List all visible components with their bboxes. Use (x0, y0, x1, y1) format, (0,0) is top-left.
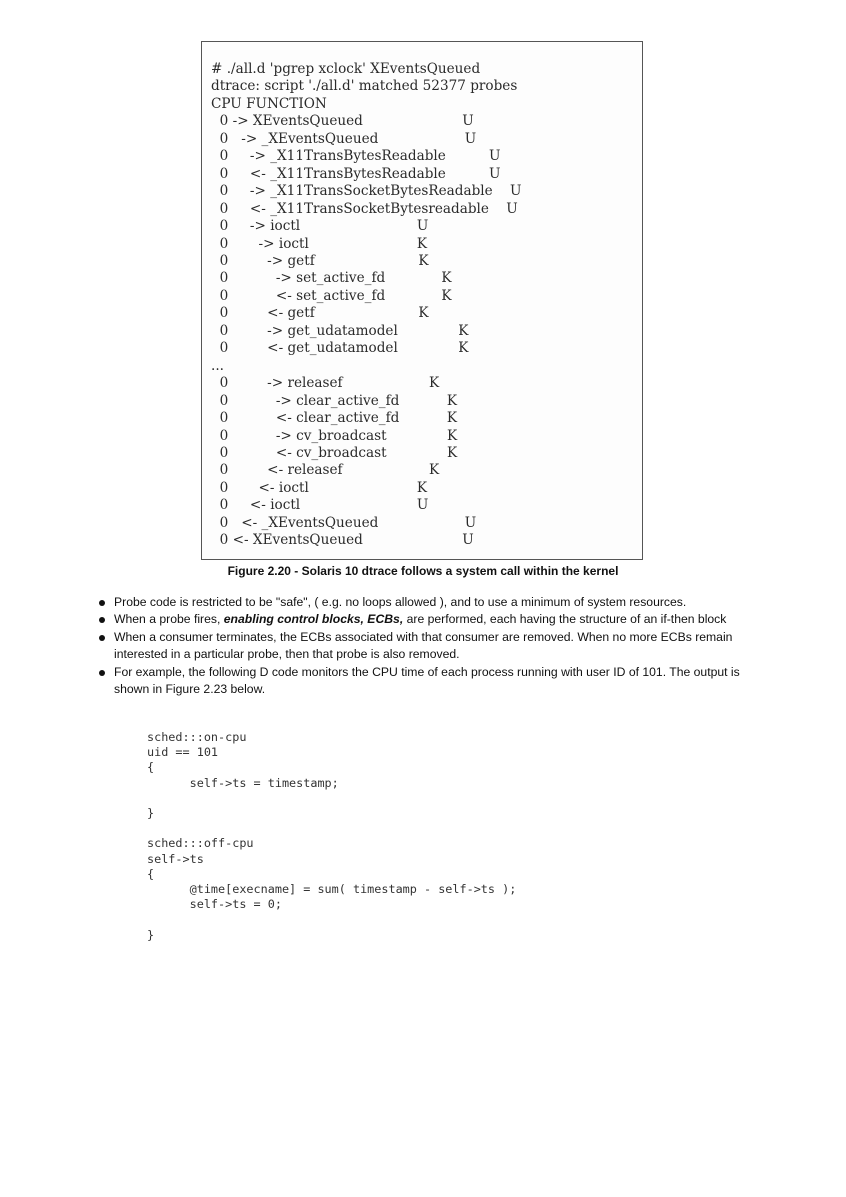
text-line: 0 <- XEventsQueued U (211, 532, 474, 549)
text-line: 0 -> _XEventsQueued U (211, 130, 477, 147)
text-line: sched:::off-cpu (147, 836, 254, 851)
text-line: sched:::on-cpu (147, 730, 247, 744)
text-line: uid == 101 (147, 745, 219, 760)
text-line: 0 <- getf K (211, 305, 429, 322)
bullet-text: For example, the following D code monitors the CPU time of each process running with user ID of 101. The output is shown in Figure 2.23 below. (114, 664, 740, 697)
text-line: 0 <- get_udatamodel K (211, 340, 469, 357)
text-line: self->ts = 0; (147, 897, 282, 912)
bullet-text: When a probe fires, (114, 612, 224, 627)
text-line: 0 -> _X11TransSocketBytesReadable U (211, 183, 522, 200)
text-line: 0 -> getf K (211, 252, 429, 269)
text-line: 0 -> ioctl K (211, 235, 427, 252)
text-line: self->ts = timestamp; (147, 775, 339, 790)
figure-terminal-output (201, 41, 643, 560)
text-line: 0 <- releasef K (211, 462, 440, 479)
text-line: 0 <- _X11TransBytesReadable U (211, 165, 501, 182)
text-line: 0 <- _XEventsQueued U (211, 514, 477, 531)
text-line: ... (211, 357, 224, 374)
text-line: } (147, 806, 155, 821)
list-item (98, 664, 748, 699)
emphasis-text: enabling control blocks, ECBs, (223, 612, 404, 627)
text-line: 0 -> cv_broadcast K (211, 427, 458, 444)
text-line: { (147, 760, 155, 775)
text-line: @time[execname] = sum( timestamp - self->ts ); (147, 882, 517, 897)
text-line: CPU FUNCTION (211, 95, 327, 112)
text-line: 0 -> releasef K (211, 375, 440, 392)
bullet-text: Probe code is restricted to be "safe", ( e.g. no loops allowed ), and to use a minimum of system resources. (114, 595, 687, 609)
text-line: dtrace: script './all.d' matched 52377 probes (211, 78, 518, 95)
text-line: 0 <- ioctl K (211, 479, 427, 496)
text-line: # ./all.d 'pgrep xclock' XEventsQueued (211, 61, 481, 77)
list-item (98, 594, 748, 611)
text-line: 0 <- cv_broadcast K (211, 444, 458, 461)
text-line: } (147, 927, 155, 942)
text-line: 0 -> clear_active_fd K (211, 392, 458, 409)
list-item (98, 629, 748, 664)
bullet-text: are performed, each having the structure of an if-then block (403, 612, 727, 627)
dtrace-output-text (211, 61, 521, 550)
text-line: { (147, 866, 155, 881)
text-line: 0 <- ioctl U (211, 497, 429, 514)
text-line: 0 -> set_active_fd K (211, 270, 452, 287)
figure-caption: Figure 2.20 - Solaris 10 dtrace follows a system call within the kernel (227, 564, 619, 578)
text-line: 0 <- clear_active_fd K (211, 410, 458, 427)
list-item (98, 611, 748, 628)
text-line: 0 -> ioctl U (211, 218, 429, 235)
text-line: self->ts (147, 851, 204, 866)
bullet-list (98, 594, 748, 698)
text-line: 0 <- _X11TransSocketBytesreadable U (211, 200, 518, 217)
text-line: 0 -> XEventsQueued U (211, 113, 474, 130)
text-line: 0 <- set_active_fd K (211, 287, 452, 304)
text-line: 0 -> _X11TransBytesReadable U (211, 148, 501, 165)
d-code-block (147, 730, 516, 943)
text-line: 0 -> get_udatamodel K (211, 322, 469, 339)
bullet-text: When a consumer terminates, the ECBs associated with that consumer are removed. When no more ECBs remain interested in a particular probe, then that probe is also removed. (114, 629, 733, 662)
